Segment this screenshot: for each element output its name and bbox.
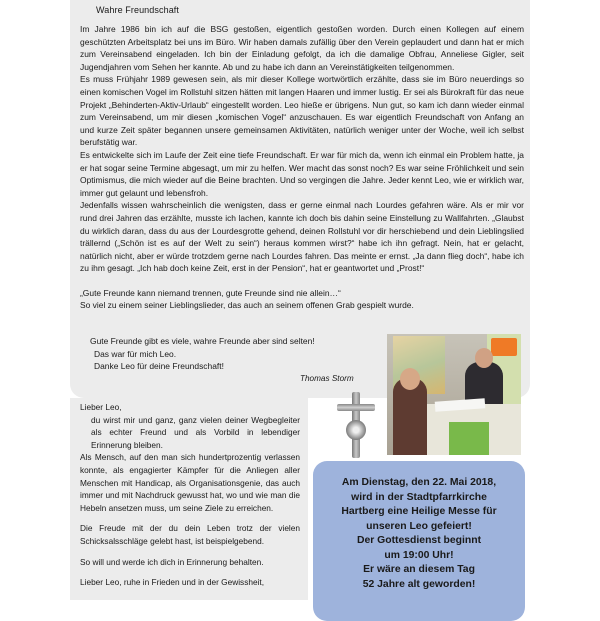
closing-quote (88, 335, 368, 373)
paragraph: Es entwickelte sich im Laufe der Zeit eine tiefe Freundschaft. Er war für mich da, wenn ich einmal ein Problem hatte, ja er hat sogar seine Termine abgesagt, um mir zu helfen. Wer macht das sonst noch? Es war seine Fröhlichkeit und sein Optimismus, die mich wieder auf die Beine brachten. Und so vergingen die Jahre. Jeder kennt Leo, wie er wirklich war, immer gut gelaunt und lebensfroh. (80, 149, 524, 198)
quote-line: Das war für mich Leo. (94, 348, 177, 359)
announcement-line: um 19:00 Uhr! (384, 549, 454, 561)
quote-line: Danke Leo für deine Freundschaft! (94, 361, 224, 372)
letter-greeting: Lieber Leo, (80, 402, 122, 412)
announcement-line: 52 Jahre alt geworden! (362, 578, 476, 590)
paragraph: Es muss Frühjahr 1989 gewesen sein, als mir dieser Kollege wortwörtlich erzählte, dass sie im Büro neuerdings so einen komischen Vogel im Rollstuhl sitzen hätten mit langen Haaren und immer lustig. Er sei als Bürokraft für das neue Projekt „Behinderten-Aktiv-Urlaub“ eingestellt worden. Leo hieße er übrigens. Nun gut, so kam ich dann wieder einmal zum Vereinsabend, um mir diesen „komischen Vogel“ anzuschauen. Es war eigentlich Freundschaft von Anfang an und kurze Zeit später begannen unsere gemeinsamen Aktivitäten, natürlich weniger unter der Woche, weil ich selbst berufstätig war. (80, 74, 524, 148)
quote-line: Gute Freunde gibt es viele, wahre Freunde aber sind selten! (90, 336, 315, 346)
paragraph: Im Jahre 1986 bin ich auf die BSG gestoßen, eigentlich gestoßen worden. Durch einen Kollegen auf einem geschützten Arbeitsplatz bei uns im Büro. Wir haben damals zufällig über den Verein geplaudert und dann hat er mich zum Vereinsabend eingeladen. Ich bin der Einladung gefolgt, da ich die damalige Obfrau, Anneliese Gigler, seit Jugendjahren vom Sehen her kannte. Ab und zu habe ich dann an Vereinstätigkeiten teilgenommen. (80, 24, 524, 72)
announcement-line: Am Dienstag, den 22. Mai 2018, (341, 477, 497, 488)
announcement-line: Er wäre an diesem Tag (363, 564, 475, 575)
paragraph: So will und werde ich dich in Erinnerung behalten. (80, 556, 264, 567)
announcement-line: Der Gottesdienst beginnt (356, 535, 482, 546)
paragraph: Als Mensch, auf den man sich hundertprozentig verlassen konnte, als engagierter Kämpfer für die Anliegen aller Menschen mit Handicap, als Organisationsgenie, das auch immer und mit Nachdruck gewusst hat, wo und wie man die Hebeln ansetzen muss, um seine Ziele zu erreichen. (80, 452, 300, 513)
article-body (80, 23, 524, 312)
author-signature: Thomas Storm (300, 374, 354, 383)
announcement-line: wird in der Stadtpfarrkirche (351, 491, 487, 503)
photo-booth (387, 334, 521, 455)
letter-body (80, 401, 300, 589)
cross-icon (334, 392, 378, 462)
announcement-line: Hartberg eine Heilige Messe für (341, 506, 497, 517)
article-title: Wahre Freundschaft (96, 5, 180, 15)
paragraph: So viel zu einem seiner Lieblingslieder, das auch an seinem offenen Grab gespielt wurde. (80, 300, 414, 311)
paragraph: Die Freude mit der du dein Leben trotz der vielen Schicksalsschläge gelebt hast, ist beispielgebend. (80, 523, 300, 546)
announcement-text (313, 476, 525, 592)
song-quote: „Gute Freunde kann niemand trennen, gute Freunde sind nie allein…“ (80, 287, 341, 298)
paragraph: Lieber Leo, ruhe in Frieden und in der Gewissheit, (80, 577, 265, 588)
announcement-line: unseren Leo gefeiert! (366, 520, 472, 532)
paragraph: Jedenfalls wissen wahrscheinlich die wenigsten, dass er gerne einmal nach Lourdes gefahren wäre. Als er mir vor rund drei Jahren das erzählte, musste ich lachen, kannte ich doch bis dahin seine Einstellung zu Wallfahrten. „Glaubst du wirklich daran, dass du aus der Lourdesgrotte gehend, deinen Rollstuhl vor dir herschiebend und dein Lieblingslied trällernd („Schön ist es auf der Welt zu sein“) heraus kommen wirst?“ habe ich ihn gefragt. Nein, hat er gelacht, natürlich nicht, aber er würde trotzdem gerne nach Lourdes fahren. Das meinte er ernst. „Ja dann flieg doch“, habe ich zu ihm gesagt. „Ich hab doch keine Zeit, erst in der Pension“, hat er geantwortet und „Prost!“ (80, 200, 524, 274)
paragraph: du wirst mir und ganz, ganz vielen deiner Wegbegleiter als echter Freund und als Vorbild in lebendiger Erinnerung bleiben. (91, 414, 300, 450)
